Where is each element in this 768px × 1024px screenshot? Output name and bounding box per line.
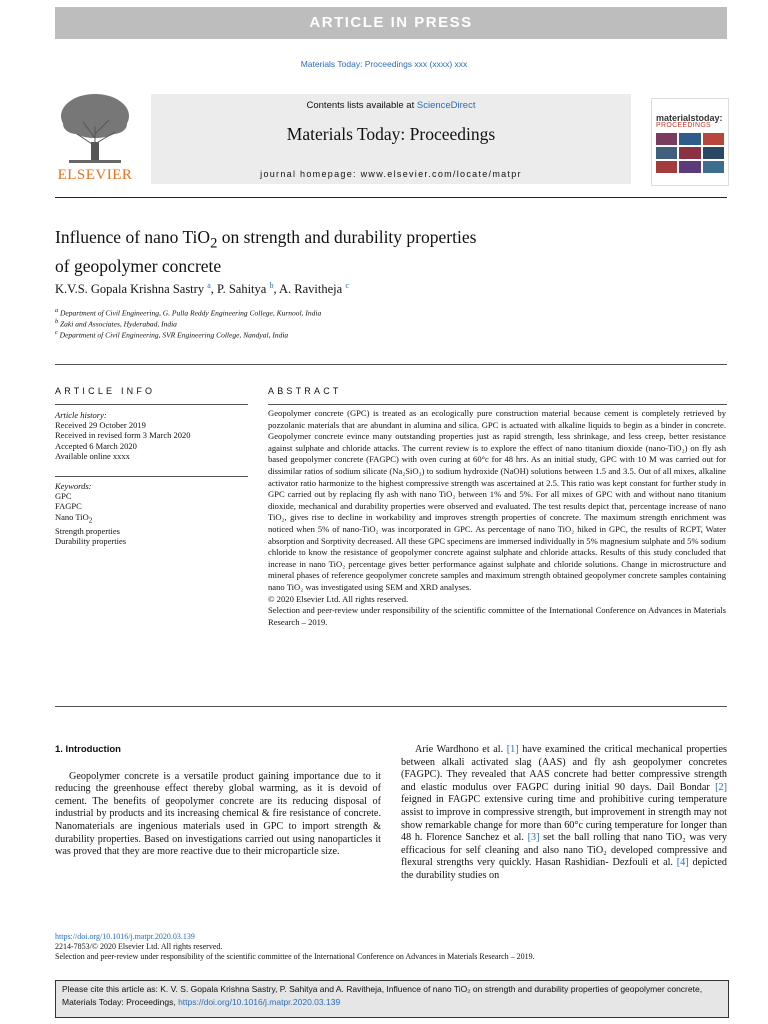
body-text: feigned in FAGPC extensive curing time and prohibitive curing temperature assist to improve in compressive strength, but improvement in strength may not show remarkable change for more than 60°c curing temperature for longer than 48 h. Florence Sanchez et al. xyxy=(401,794,727,844)
cover-title: materialstoday: xyxy=(656,113,723,123)
keywords xyxy=(55,481,126,546)
author-name: , P. Sahitya xyxy=(210,282,267,297)
citation-link[interactable]: [4] xyxy=(676,857,689,869)
history-item: Accepted 6 March 2020 xyxy=(55,440,137,451)
title-subscript: 2 xyxy=(210,235,218,252)
cover-tiles xyxy=(656,133,724,173)
title-part1: Influence of nano TiO xyxy=(55,227,211,247)
citation-link[interactable]: [2] xyxy=(715,781,727,793)
affiliation-mark[interactable]: a xyxy=(207,281,211,290)
affiliation-mark: b xyxy=(55,318,59,325)
journal-homepage[interactable]: journal homepage: www.elsevier.com/locate/matpr xyxy=(260,169,522,179)
title-part2: on strength and durability properties xyxy=(217,227,477,247)
article-title xyxy=(55,226,615,277)
abstract-selection-note: Selection and peer-review under responsibility of the scientific committee of the International Conference on Advances in Materials Research – 2019. xyxy=(268,605,726,627)
affiliation-text: Department of Civil Engineering, SVR Engineering College, Nandyal, India xyxy=(59,330,289,340)
affiliation-mark: a xyxy=(55,307,59,314)
keyword-subscript: 2 xyxy=(88,516,93,525)
affiliation-line xyxy=(55,318,177,329)
affiliation-mark: c xyxy=(55,329,58,336)
article-in-press-banner: ARTICLE IN PRESS xyxy=(55,7,727,39)
abstract-end-rule xyxy=(55,706,727,707)
article-history xyxy=(55,410,191,461)
cover-subtitle: PROCEEDINGS xyxy=(656,122,712,129)
masthead-rule xyxy=(55,197,727,198)
contents-availability xyxy=(151,100,631,111)
tree-icon xyxy=(55,90,135,166)
doi-link[interactable]: https://doi.org/10.1016/j.matpr.2020.03.139 xyxy=(55,932,195,941)
section-heading: 1. Introduction xyxy=(55,744,121,755)
elsevier-logo[interactable] xyxy=(55,90,135,184)
article-info-heading: ARTICLE INFO xyxy=(55,386,156,396)
abstract-heading: ABSTRACT xyxy=(268,386,342,396)
intro-paragraph: Geopolymer concrete is a versatile product gaining importance due to it reducing the greenhouse effect thereby global warming, as it is devoid of cement. The benefits of geopolymer concrete are its reducing disposal of industrial by products and its increasing chemical & fire resistance of concrete. Nanomaterials are ingenious materials used in GPC to import strength & durability properties. Based on investigations carried out using nanoparticles it was proved that they are more reactive due to their microparticle size. xyxy=(55,770,381,858)
keyword-text: Nano TiO xyxy=(55,511,89,522)
abstract-paragraph: Geopolymer concrete (GPC) is treated as an ecologically pure construction material because cement is completely retrieved by pozzolanic materials that are abundant in alumina and silica. GPC is actuated with alkaline liquids to begin as a binder in concrete. Geopolymer concrete evince many outstanding properties just as rapid strength, less shrinkage, and less creep, better resistance against sulphate and chloride attacks. The current review is to explore the effect of nano titanium dioxide (nano-TiO₂) on fly ash based geopolymer concrete (FAGPC) with oven curing at 60°c for 48 hrs. As an initial study, GPC with 10 M was carried out for dissimilar ratios of sodium silicate (Na₂SiO₃) to sodium hydroxide (NaOH) solutions between 1.5 and 3.5. Out of all mixes, alkaline activator ratio harmonize to the highest compressive strength was ascertained at 2.5. This ratio was kept constant for further study in GPC carried out by replacing fly ash with nano TiO₂ between 1% and 5%. For all mixes of GPC with and without nano titanium dioxide, mechanical and durability properties were observed and evaluated. The test results depict that, percentage increase of nano TiO₂, gives rise to decline in workability and improves strength properties of concrete. The maximum strength enrichment was noticed when 5% of nano-TiO₂ was incorporated in GPC. As percentage of nano TiO₂ hiked in GPC, the results of RCPT, Water absorption and Sorptivity decreased. All these GPC specimens are immersed individually in 5% magnesium sulphate and 5% sodium chloride to know the resistance of geopolymer concrete against sulphate and chloride attacks. Results of this study concluded that increase in nano TiO₂ percentage gives better performance against sulphate and chloride solutions. Change in microstructure and mineral phases of reference geopolymer concrete samples and maximum strength obtained geopolymer concrete samples containing nano TiO₂ was investigated using SEM and XRD analyses. xyxy=(268,408,726,592)
citation-doi-link[interactable]: https://doi.org/10.1016/j.matpr.2020.03.139 xyxy=(178,997,341,1007)
affiliation-text: Zaki and Associates, Hyderabad, India xyxy=(60,319,177,329)
abstract-rule xyxy=(268,404,727,405)
affiliation-mark[interactable]: c xyxy=(345,281,349,290)
publisher-name: ELSEVIER xyxy=(57,167,133,183)
body-text: set the ball rolling that nano TiO₂ was very efficacious for self cleaning and also nano TiO₂ developed compressive and flexural strengths very quickly. Hasan Rashidian- Dezfouli et al. xyxy=(401,832,727,869)
citation-box xyxy=(55,980,729,1018)
keyword: Strength properties xyxy=(55,525,120,536)
keyword xyxy=(55,512,126,526)
citation-link[interactable]: [3] xyxy=(527,832,540,844)
history-item: Received 29 October 2019 xyxy=(55,420,146,431)
sciencedirect-link[interactable]: ScienceDirect xyxy=(416,100,476,111)
journal-title: Materials Today: Proceedings xyxy=(286,124,496,144)
history-item: Received in revised form 3 March 2020 xyxy=(55,430,191,441)
body-text: depicted the durability studies on xyxy=(401,857,727,881)
affiliation-line xyxy=(55,307,321,318)
body-right-column xyxy=(401,744,727,883)
affiliation-mark[interactable]: b xyxy=(269,281,274,290)
affiliation-line xyxy=(55,329,288,340)
page-footer xyxy=(55,932,535,962)
issn-line: 2214-7853/© 2020 Elsevier Ltd. All rights reserved. xyxy=(55,942,223,951)
history-label: Article history: xyxy=(55,410,107,420)
affiliation-text: Department of Civil Engineering, G. Pulla Reddy Engineering College, Kurnool, India xyxy=(60,308,322,318)
journal-cover-image[interactable] xyxy=(651,98,729,186)
keyword: GPC xyxy=(55,491,72,502)
keyword: Durability properties xyxy=(55,535,127,546)
history-item: Available online xxxx xyxy=(55,450,130,461)
citation-text: Please cite this article as: K. V. S. Gopala Krishna Sastry, P. Sahitya and A. Ravitheja, Influence of nano TiO₂ on strength and durability properties of geopolymer concrete, Materials Today: Proceedings, xyxy=(62,984,703,1007)
author-name: , A. Ravitheja xyxy=(273,282,343,297)
footer-selection-note: Selection and peer-review under responsibility of the scientific committee of the International Conference on Advances in Materials Research – 2019. xyxy=(55,952,535,961)
section-rule xyxy=(55,364,727,365)
keyword: FAGPC xyxy=(55,501,82,512)
journal-masthead xyxy=(55,86,727,190)
info-rule xyxy=(55,404,248,405)
abstract-text xyxy=(268,408,726,628)
info-divider xyxy=(55,476,248,477)
contents-prefix: Contents lists available at xyxy=(306,100,417,111)
author-list xyxy=(55,281,349,297)
abstract-copyright: © 2020 Elsevier Ltd. All rights reserved. xyxy=(268,593,409,604)
body-text: have examined the critical mechanical properties between alkali activated slag (AAS) and fly ash geopolymer concretes (FAGPC). They revealed that AAS concrete had better compressive strength and elastic modulus over FAGPC during initial 90 days. Dail Bondar xyxy=(401,744,727,793)
body-text: Arie Wardhono et al. xyxy=(415,744,507,755)
author-name: K.V.S. Gopala Krishna Sastry xyxy=(55,282,205,297)
citation-link[interactable]: [1] xyxy=(506,744,519,755)
body-left-column xyxy=(55,744,381,859)
journal-reference-link[interactable]: Materials Today: Proceedings xxx (xxxx) xxx xyxy=(300,59,468,69)
journal-header-box xyxy=(151,94,631,184)
title-line2: of geopolymer concrete xyxy=(55,255,222,276)
keywords-label: Keywords: xyxy=(55,481,92,491)
